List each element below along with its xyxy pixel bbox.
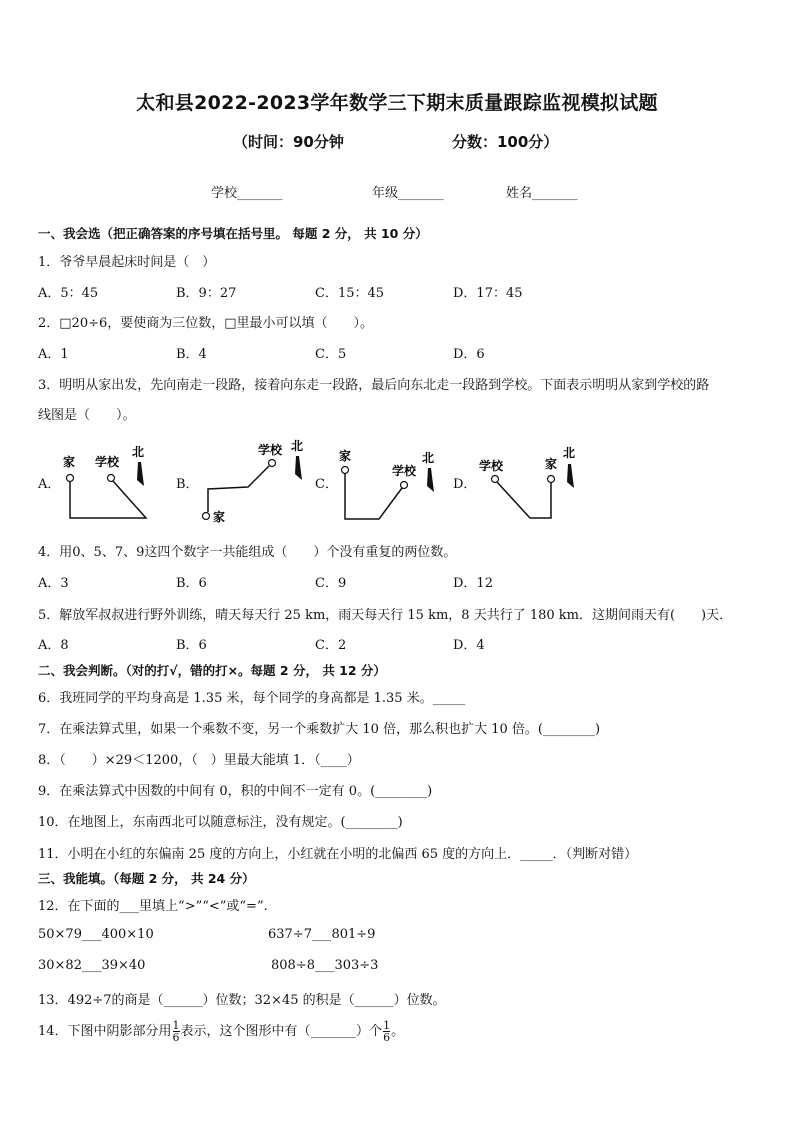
option-d[interactable]: D．12	[453, 576, 493, 591]
option-c[interactable]: C．	[315, 477, 338, 492]
comparison-item: 637÷7___801÷9	[268, 927, 376, 942]
option-b[interactable]: B．	[176, 477, 199, 492]
question-text: 表示，这个图形中有（_______）个	[180, 1024, 383, 1039]
route-line	[497, 482, 551, 518]
option-c[interactable]: C．9	[315, 576, 347, 591]
home-point	[203, 513, 210, 520]
school-label: 学校	[479, 459, 504, 473]
question-text: 1．爷爷早晨起床时间是（ ）	[38, 255, 216, 270]
home-label: 家	[63, 455, 76, 469]
school-label: 学校	[258, 443, 283, 457]
option-b[interactable]: B．6	[176, 638, 207, 653]
home-point	[342, 467, 349, 474]
question-text: 线图是（ ）。	[38, 408, 136, 423]
school-point	[401, 482, 408, 489]
question-text: 3．明明从家出发，先向南走一段路，接着向东走一段路，最后向东北走一段路到学校。下面表示明明从家到学校的路	[38, 378, 710, 393]
option-b[interactable]: B．6	[176, 576, 207, 591]
option-d[interactable]: D．17：45	[453, 286, 523, 301]
option-b[interactable]: B．9：27	[176, 286, 237, 301]
route-map-a	[58, 438, 158, 526]
route-map-b	[196, 432, 308, 528]
option-a[interactable]: A．5：45	[38, 286, 99, 301]
school-field[interactable]: 学校_______	[211, 186, 283, 201]
section-heading: 一、我会选（把正确答案的序号填在括号里。 每题 2 分， 共 10 分）	[38, 226, 428, 241]
fraction-denominator: 6	[383, 1031, 391, 1044]
north-label: 北	[291, 439, 304, 453]
option-c[interactable]: C．15：45	[315, 286, 385, 301]
judgement-question: 8．（ ）×29＜1200，（ ）里最大能填 1．（____）	[38, 753, 360, 768]
school-point	[108, 475, 115, 482]
option-a[interactable]: A．8	[38, 638, 69, 653]
route-map-c	[334, 440, 446, 526]
fraction	[383, 1020, 390, 1043]
home-label: 家	[339, 449, 352, 463]
option-c[interactable]: C．5	[315, 347, 347, 362]
north-label: 北	[132, 445, 145, 459]
option-d[interactable]: D．6	[453, 347, 485, 362]
name-field[interactable]: 姓名_______	[506, 186, 578, 201]
total-score: 分数：100分）	[452, 133, 559, 151]
option-c[interactable]: C．2	[315, 638, 347, 653]
option-d[interactable]: D．4	[453, 638, 485, 653]
school-point	[269, 460, 276, 467]
home-point	[67, 475, 74, 482]
north-label: 北	[563, 446, 576, 460]
north-arrow-icon	[567, 464, 574, 488]
option-a[interactable]: A．	[38, 477, 61, 492]
judgement-question: 9．在乘法算式中因数的中间有 0，积的中间不一定有 0。(________)	[38, 784, 433, 799]
home-label: 家	[545, 457, 558, 471]
question-text: 13．492÷7的商是（______）位数；32×45 的积是（______）位数。	[38, 993, 446, 1008]
north-arrow-icon	[427, 468, 434, 492]
comparison-item: 808÷8___303÷3	[271, 958, 379, 973]
judgement-question: 7．在乘法算式里，如果一个乘数不变，另一个乘数扩大 10 倍，那么积也扩大 10 倍。(________)	[38, 722, 601, 737]
option-a[interactable]: A．3	[38, 576, 69, 591]
fraction-denominator: 6	[172, 1031, 180, 1044]
question-text: 2．□20÷6，要使商为三位数，□里最小可以填（ ）。	[38, 316, 374, 331]
section-heading: 三、我能填。（每题 2 分， 共 24 分）	[38, 871, 255, 886]
north-arrow-icon	[137, 462, 144, 486]
section-heading: 二、我会判断。（对的打√，错的打×。每题 2 分， 共 12 分）	[38, 663, 386, 678]
school-label: 学校	[392, 464, 417, 478]
question-text: 14．下图中阴影部分用	[38, 1024, 172, 1039]
comparison-item: 50×79___400×10	[38, 927, 154, 942]
question-text: 。	[391, 1024, 405, 1039]
fraction-numerator: 1	[383, 1019, 391, 1032]
route-line	[345, 474, 402, 519]
question-text: 4．用0、5、7、9这四个数字一共能组成（ ）个没有重复的两位数。	[38, 545, 457, 560]
judgement-question: 10．在地图上，东南西北可以随意标注，没有规定。(________)	[38, 815, 403, 830]
school-point	[492, 476, 499, 483]
option-d[interactable]: D．	[453, 477, 477, 492]
north-label: 北	[422, 451, 435, 465]
option-b[interactable]: B．4	[176, 347, 207, 362]
school-label: 学校	[95, 455, 120, 469]
home-label: 家	[213, 510, 226, 524]
fraction	[173, 1020, 180, 1043]
home-point	[548, 476, 555, 483]
route-map-d	[472, 440, 584, 526]
judgement-question: 6．我班同学的平均身高是 1.35 米，每个同学的身高都是 1.35 米。_____	[38, 691, 466, 706]
time-limit: （时间：90分钟	[233, 133, 344, 151]
comparison-item: 30×82___39×40	[38, 958, 146, 973]
question-14	[38, 1020, 404, 1043]
north-arrow-icon	[295, 456, 302, 480]
judgement-question: 11．小明在小红的东偏南 25 度的方向上，小红就在小明的北偏西 65 度的方向上．_____．（判断对错）	[38, 847, 638, 862]
grade-field[interactable]: 年级_______	[372, 186, 444, 201]
route-line	[70, 481, 146, 518]
option-a[interactable]: A．1	[38, 347, 69, 362]
question-text: 12．在下面的___里填上“>”“<”或“=”.	[38, 899, 268, 914]
route-line	[208, 466, 269, 512]
question-text: 5．解放军叔叔进行野外训练，晴天每天行 25 km，雨天每天行 15 km，8 天共行了 180 km．这期间雨天有( )天．	[38, 608, 733, 623]
fraction-numerator: 1	[172, 1019, 180, 1032]
page-title: 太和县2022-2023学年数学三下期末质量跟踪监视模拟试题	[136, 92, 658, 114]
